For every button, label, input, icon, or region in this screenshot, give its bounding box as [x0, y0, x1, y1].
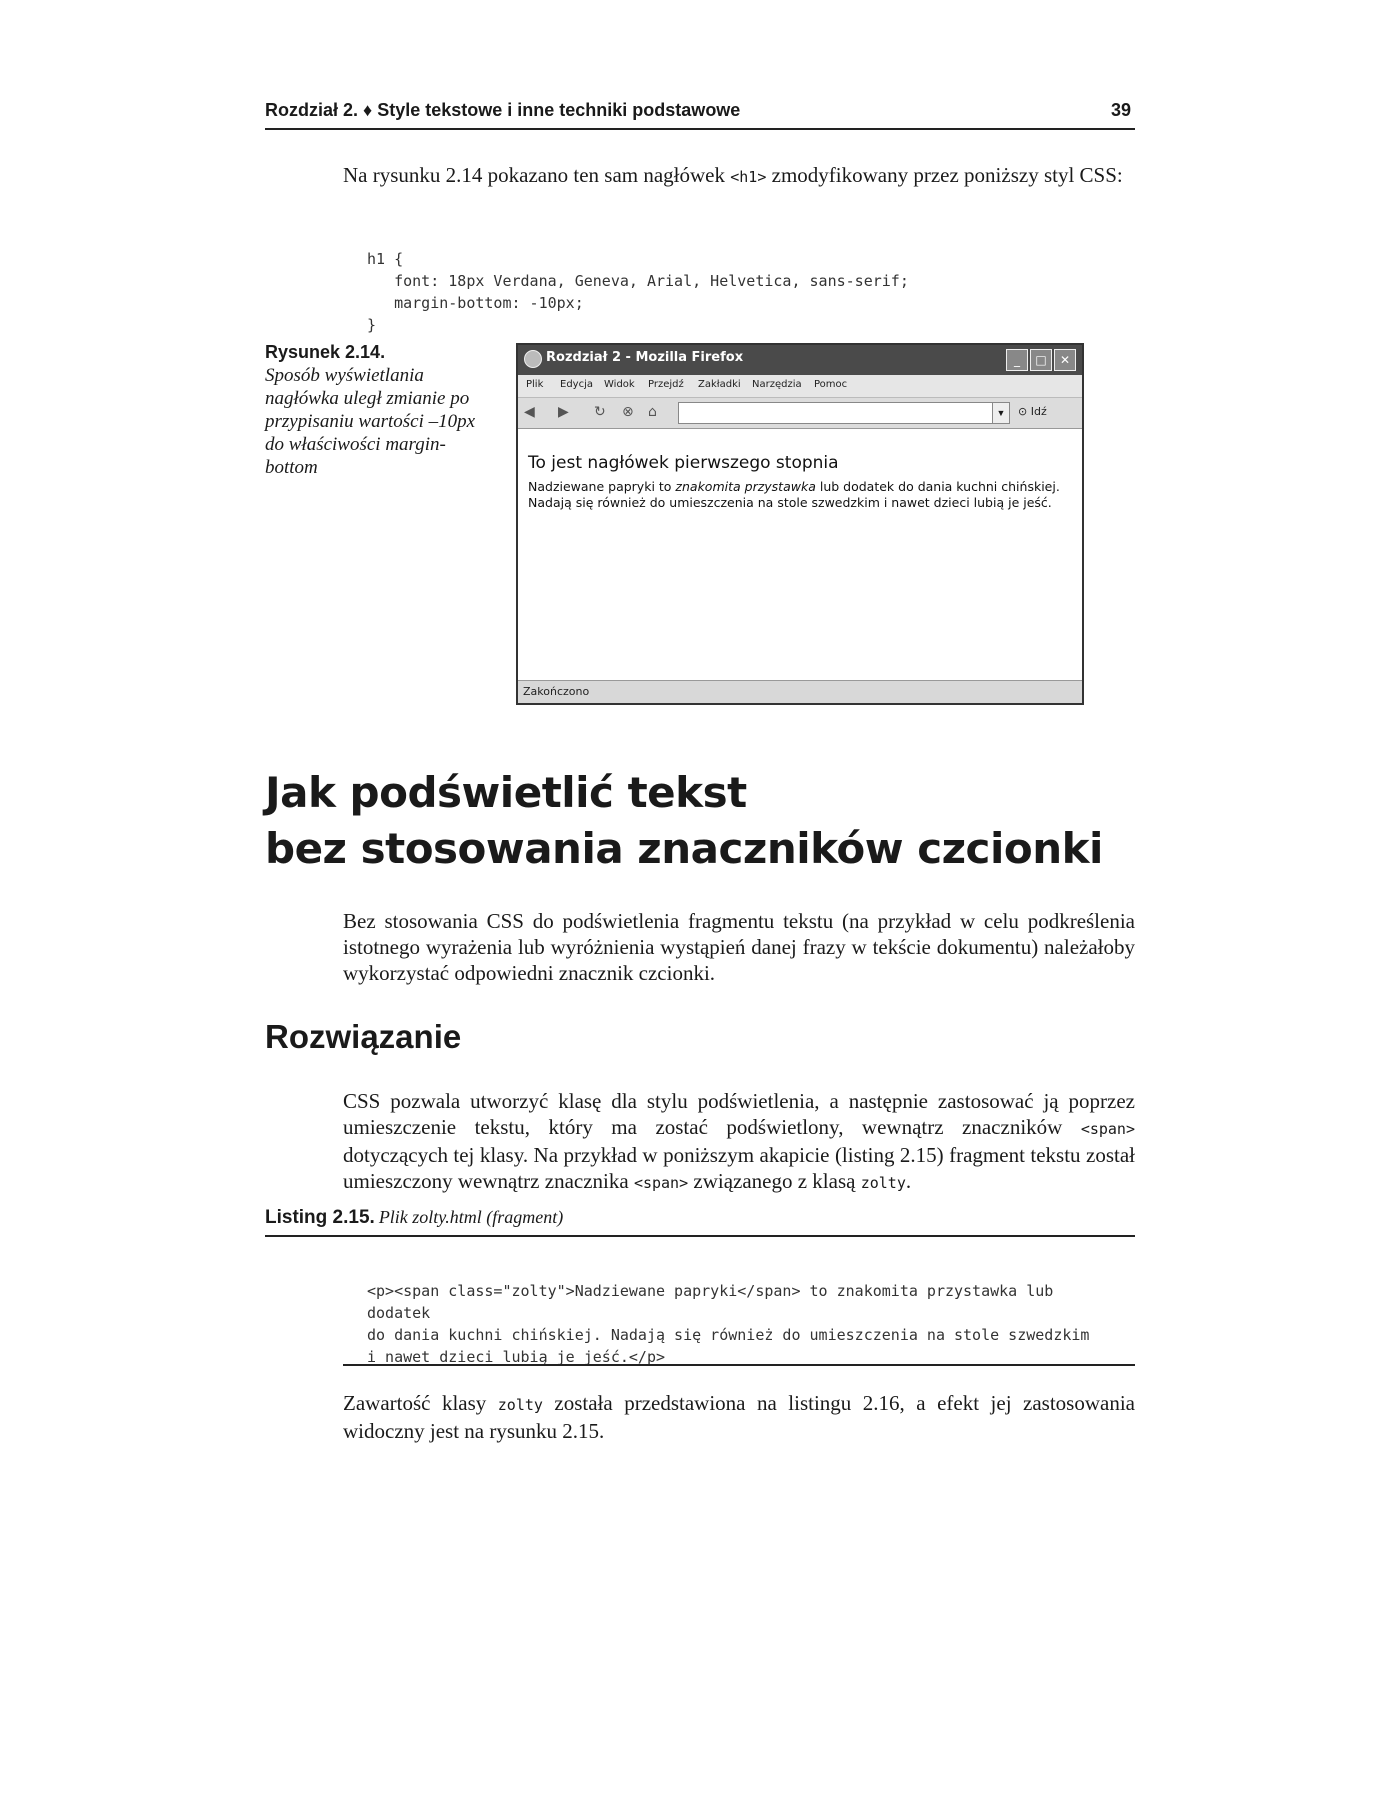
content-text-2: lub dodatek do dania kuchni chińskiej. Nadają się również do umieszczenia na stole szwedzkim i nawet dzieci lubią je jeść.: [528, 479, 1060, 510]
code-line: i nawet dzieci lubią je jeść.</p>: [367, 1348, 666, 1366]
firefox-logo-icon: [524, 350, 542, 368]
forward-icon[interactable]: ▶: [558, 404, 569, 420]
stop-icon[interactable]: ⊗: [622, 404, 634, 420]
inline-code: zolty: [497, 1396, 543, 1414]
home-icon[interactable]: ⌂: [648, 404, 657, 420]
content-paragraph: [528, 479, 1068, 511]
back-icon[interactable]: ◀: [524, 404, 535, 420]
menu-przejdz[interactable]: Przejdź: [648, 379, 684, 390]
code-line: <p><span class="zolty">Nadziewane papryki</span> to znakomita przystawka lub: [367, 1282, 1054, 1300]
address-bar[interactable]: [678, 402, 1010, 424]
solution-paragraph: [343, 1088, 1135, 1196]
inline-code: <span>: [1080, 1120, 1135, 1138]
listing-caption: Plik zolty.html (fragment): [378, 1207, 564, 1227]
chevron-down-icon[interactable]: ▼: [992, 403, 1009, 423]
closing-text-2: została przedstawiona na listingu 2.16, a efekt jej zastosowania widoczny jest na rysunku 2.15.: [343, 1391, 1135, 1443]
code-line: font: 18px Verdana, Geneva, Arial, Helvetica, sans-serif;: [367, 272, 909, 290]
go-label: Idź: [1030, 405, 1047, 418]
inline-code: <span>: [633, 1174, 689, 1192]
close-icon[interactable]: ✕: [1054, 349, 1076, 371]
reload-icon[interactable]: ↻: [594, 404, 606, 420]
code-line: dodatek: [367, 1304, 431, 1322]
solution-text-3: związanego z klasą: [688, 1169, 861, 1193]
section-title-line: bez stosowania znaczników czcionki: [265, 824, 1103, 873]
chapter-title: Style tekstowe i inne techniki podstawowe: [377, 100, 741, 120]
intro-text-2: zmodyfikowany przez poniższy styl CSS:: [766, 163, 1123, 187]
maximize-icon[interactable]: □: [1030, 349, 1052, 371]
browser-window: [516, 343, 1084, 705]
section-title: [265, 765, 1103, 877]
browser-menubar: [518, 375, 1082, 398]
running-head: [265, 98, 1135, 130]
status-bar: [518, 680, 1082, 703]
listing-header: [265, 1207, 1135, 1237]
closing-paragraph: [343, 1390, 1135, 1444]
menu-edycja[interactable]: Edycja: [560, 379, 593, 390]
page-number: 39: [1110, 100, 1131, 120]
menu-pomoc[interactable]: Pomoc: [814, 379, 848, 390]
menu-widok[interactable]: Widok: [604, 379, 635, 390]
subsection-title: Rozwiązanie: [265, 1018, 462, 1055]
css-code-block: [367, 226, 909, 358]
browser-content: [518, 429, 1082, 667]
go-button[interactable]: ⊙ Idź: [1018, 405, 1047, 418]
section-paragraph: Bez stosowania CSS do podświetlenia fragmentu tekstu (na przykład w celu podkreślenia istotnego wyrażenia lub wyróżnienia wystąpień danej frazy w tekście dokumentu) należałoby wykorzystać odpowiedni znacznik czcionki.: [343, 909, 1135, 985]
menu-plik[interactable]: Plik: [526, 379, 544, 390]
content-emphasis: znakomita przystawka: [675, 479, 816, 494]
intro-paragraph: [343, 162, 1135, 190]
solution-text-1: CSS pozwala utworzyć klasę dla stylu podświetlenia, a następnie zastosować ją poprzez umieszczenie tekstu, który ma zostać podświetlony, wewnątrz znaczników: [343, 1089, 1135, 1139]
inline-code: zolty: [860, 1174, 906, 1192]
solution-text-4: .: [905, 1169, 912, 1193]
code-line: h1 {: [367, 250, 404, 268]
content-heading: To jest nagłówek pierwszego stopnia: [528, 453, 839, 473]
window-title: Rozdział 2 - Mozilla Firefox: [546, 350, 744, 365]
figure-description: Sposób wyświetlania nagłówka uległ zmianie po przypisaniu wartości –10px do właściwości margin-bottom: [265, 365, 476, 478]
listing-label: Listing 2.15.: [265, 1207, 375, 1228]
running-head-title: [265, 100, 740, 121]
status-text: Zakończono: [523, 685, 590, 698]
minimize-icon[interactable]: _: [1006, 349, 1028, 371]
section-title-line: Jak podświetlić tekst: [265, 768, 747, 817]
listing-divider: [343, 1364, 1135, 1366]
inline-code: <h1>: [730, 168, 767, 186]
code-line: margin-bottom: -10px;: [367, 294, 584, 312]
browser-titlebar: [518, 345, 1082, 375]
figure-caption: [265, 340, 480, 479]
browser-toolbar: [518, 398, 1082, 429]
content-text-1: Nadziewane papryki to: [528, 479, 676, 494]
chapter-label: Rozdział 2.: [265, 100, 359, 120]
bullet-icon: ♦: [363, 100, 373, 120]
menu-zakladki[interactable]: Zakładki: [698, 379, 741, 390]
closing-text-1: Zawartość klasy: [343, 1391, 498, 1415]
listing-code-block: [367, 1258, 1089, 1390]
solution-text-2: dotyczących tej klasy. Na przykład w poniższym akapicie (listing 2.15) fragment tekstu został umieszczony wewnątrz znacznika: [343, 1143, 1135, 1193]
intro-text-1: Na rysunku 2.14 pokazano ten sam nagłówek: [343, 163, 731, 187]
menu-narzedzia[interactable]: Narzędzia: [752, 379, 802, 390]
code-line: }: [367, 316, 377, 334]
figure-label: Rysunek 2.14.: [265, 342, 386, 362]
code-line: do dania kuchni chińskiej. Nadają się również do umieszczenia na stole szwedzkim: [367, 1326, 1090, 1344]
